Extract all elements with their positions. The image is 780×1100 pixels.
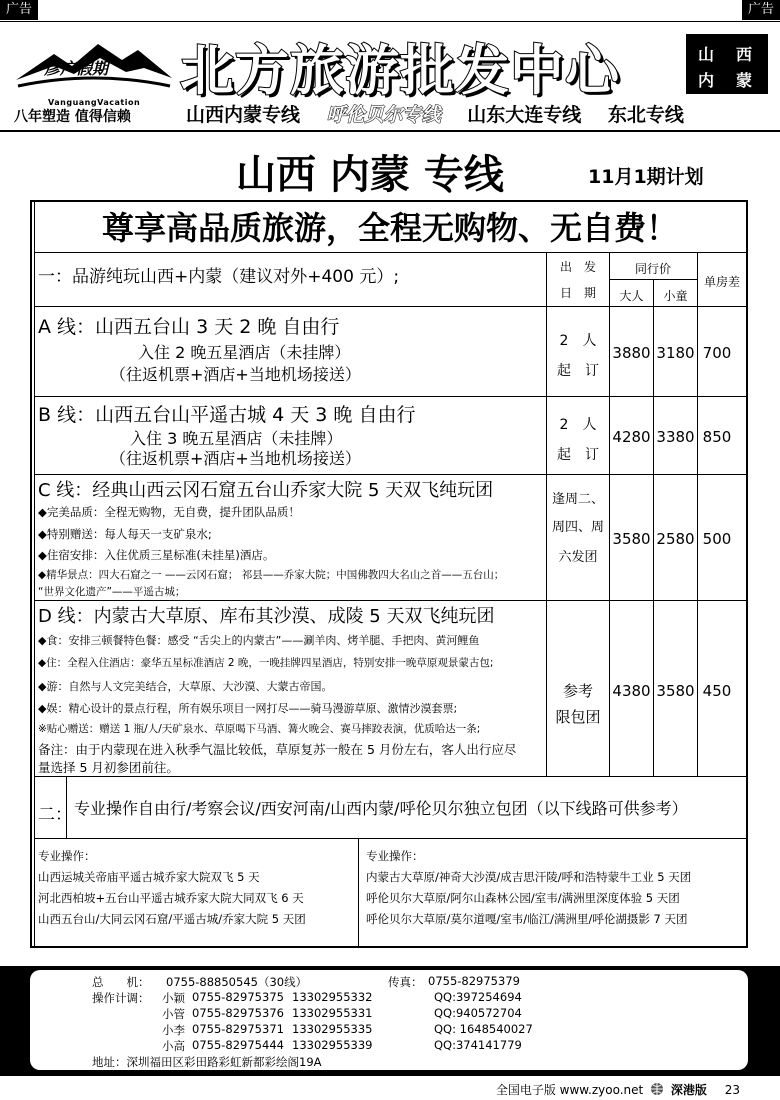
contact-mobile: 13302955339 — [292, 1038, 373, 1052]
route-a-adult-price: 3880 — [612, 344, 651, 362]
globe-icon — [650, 1082, 664, 1096]
route-c-departure: 逢周二、 — [551, 492, 604, 507]
contact-phone: 0755-82975371 — [192, 1022, 284, 1036]
route-d-bullet: ※贴心赠送：赠送 1 瓶/人/天矿泉水、草原喝下马酒、篝火晚会、赛马摔跤表演，优质哈达一条; — [38, 723, 481, 735]
route-d-bullet: ◆住：全程入住酒店：豪华五星标准酒店 2 晚，一晚挂牌四星酒店，特别安排一晚草原观景蒙古包; — [38, 657, 494, 669]
route-b-line: （往返机票+酒店+当地机场接送） — [110, 449, 361, 468]
contact-phone: 0755-82975375 — [192, 990, 284, 1004]
badge-char: 西 — [736, 45, 753, 64]
page-info — [496, 1081, 740, 1098]
route-b-single-supplement: 850 — [702, 428, 732, 446]
route-c-child-price: 2580 — [656, 530, 695, 548]
line-list — [186, 100, 776, 127]
page-number: 23 — [724, 1083, 740, 1097]
route-c-title: C 线：经典山西云冈石窟五台山乔家大院 5 天双飞纯玩团 — [38, 480, 494, 501]
col-header-child: 小童 — [663, 289, 688, 303]
contact-qq: QQ:940572704 — [434, 1006, 522, 1020]
route-d-departure: 限包团 — [555, 708, 601, 726]
route-c-departure: 六发团 — [558, 550, 598, 565]
col-header-departure: 日 期 — [559, 286, 596, 300]
route-d-bullet: ◆游：自然与人文完美结合，大草原、大沙漠、大蒙古帝国。 — [38, 680, 333, 693]
ops-left-title: 专业操作： — [38, 849, 96, 863]
route-c-single-supplement: 500 — [702, 530, 732, 548]
contact-name: 小颖 — [162, 991, 185, 1005]
row-divider — [34, 776, 746, 777]
ops-right-title: 专业操作： — [366, 849, 424, 863]
col-header-adult: 大人 — [619, 289, 644, 303]
route-a-departure: 2 人 — [559, 333, 597, 349]
route-b-adult-price: 4280 — [612, 428, 651, 446]
contact-name: 小高 — [162, 1039, 185, 1053]
route-c-bullet: “世界文化遗产”——平遥古城； — [38, 586, 186, 598]
route-b-title: B 线：山西五台山平遥古城 4 天 3 晚 自由行 — [38, 404, 416, 426]
row-divider — [34, 306, 746, 307]
route-d-bullet: ◆食：安排三顿餐特色餐：感受 “舌尖上的内蒙古”——涮羊肉、烤羊腿、手把肉、黄河鲤鱼 — [38, 634, 480, 647]
col-header-departure: 出 发 — [559, 260, 596, 274]
contact-qq: QQ:397254694 — [434, 990, 522, 1004]
region-badge — [686, 34, 768, 94]
contact-mobile: 13302955332 — [292, 990, 373, 1004]
contact-panel — [30, 970, 748, 1070]
contact-qq: QQ: 1648540027 — [434, 1022, 533, 1036]
badge-char: 蒙 — [736, 71, 753, 90]
main-phone-label: 总 机： — [92, 975, 150, 989]
logo-subtitle: VanguangVacation — [48, 98, 141, 107]
route-b-departure: 2 人 — [559, 417, 597, 433]
contact-phone: 0755-82975444 — [192, 1038, 284, 1052]
route-c-departure: 周四、周 — [551, 520, 604, 535]
route-a-departure: 起 订 — [557, 363, 599, 379]
section-two-text: 专业操作自由行/考察会议/西安河南/山西内蒙/呼伦贝尔独立包团（以下线路可供参考） — [74, 799, 688, 818]
ad-tag-left: 广告 — [0, 0, 38, 20]
contact-name: 小管 — [162, 1007, 185, 1021]
ops-right — [366, 846, 691, 930]
col-header-single: 单房差 — [703, 275, 740, 289]
section-one-title: 一：品游纯玩山西+内蒙（建议对外+400 元）; — [38, 267, 400, 287]
route-a-line: 入住 2 晚五星酒店（未挂牌） — [138, 343, 351, 362]
edition-text: 全国电子版 www.zyoo.net — [495, 1083, 644, 1097]
ops-right-item: 呼伦贝尔大草原/莫尔道嘎/室韦/临江/满洲里/呼伦湖摄影 7 天团 — [366, 912, 688, 926]
route-d-note: 备注：由于内蒙现在进入秋季气温比较低，草原复苏一般在 5 月份左右，客人出行应尽 — [38, 742, 517, 757]
ops-right-item: 内蒙古大草原/神奇大沙漠/成吉思汗陵/呼和浩特蒙牛工业 5 天团 — [366, 870, 692, 884]
row-divider — [34, 474, 746, 475]
route-a-line: （往返机票+酒店+当地机场接送） — [110, 365, 361, 384]
route-a-child-price: 3180 — [656, 344, 695, 362]
main-phone-value: 0755-88850545（30线） — [166, 975, 308, 989]
page-title: 山西 内蒙 专线 — [236, 152, 504, 198]
route-d-departure: 参考 — [562, 682, 593, 700]
row-divider — [34, 252, 746, 253]
fax-value: 0755-82975379 — [428, 974, 520, 988]
route-b-departure: 起 订 — [557, 447, 599, 463]
ad-bar — [0, 0, 780, 22]
route-b-line: 入住 3 晚五星酒店（未挂牌） — [130, 429, 343, 448]
logo — [14, 36, 174, 116]
ops-left-item: 河北西柏坡+五台山平遥古城乔家大院大同双飞 6 天 — [38, 891, 304, 905]
plan-label: 11月1期计划 — [588, 166, 704, 188]
row-divider — [34, 600, 746, 601]
ad-tag-right: 广告 — [742, 0, 780, 20]
slogan: 八年塑造 值得信赖 — [14, 109, 131, 125]
ops-right-item: 呼伦贝尔大草原/阿尔山森林公园/室韦/满洲里深度体验 5 天团 — [366, 891, 680, 905]
route-d-child-price: 3580 — [656, 682, 695, 700]
inner-border — [34, 202, 35, 946]
route-d-bullet: ◆娱：精心设计的景点行程，所有娱乐项目一网打尽——骑马漫游草原、激情沙漠套票; — [38, 702, 458, 715]
section-two-label: 二： — [38, 805, 72, 825]
col-divider — [358, 838, 359, 946]
contact-name: 小李 — [162, 1023, 185, 1037]
ops-left-item: 山西五台山/大同云冈石窟/平遥古城/乔家大院 5 天团 — [38, 912, 306, 926]
route-d-title: D 线：内蒙古大草原、库布其沙漠、成陵 5 天双飞纯玩团 — [38, 606, 495, 627]
col-divider — [546, 252, 547, 776]
line-item: 东北专线 — [607, 104, 684, 126]
route-d-single-supplement: 450 — [702, 682, 732, 700]
header — [0, 22, 780, 130]
route-d-adult-price: 4380 — [612, 682, 651, 700]
fax-label: 传真： — [388, 975, 423, 989]
row-divider — [34, 396, 746, 397]
line-item: 山西内蒙专线 — [186, 104, 301, 126]
company-title: 北方旅游批发中心 — [180, 39, 620, 102]
contact-qq: QQ:374141779 — [434, 1038, 522, 1052]
notice-banner: 尊享高品质旅游，全程无购物、无自费！ — [101, 209, 678, 247]
ops-left — [38, 846, 306, 930]
route-b-child-price: 3380 — [656, 428, 695, 446]
contact-phone: 0755-82975376 — [192, 1006, 284, 1020]
line-item: 呼伦贝尔专线 — [326, 104, 441, 126]
badge-char: 内 — [698, 71, 715, 90]
ops-left-item: 山西运城关帝庙平遥古城乔家大院双飞 5 天 — [38, 870, 260, 884]
route-c-bullet: ◆特别赠送：每人每天一支矿泉水; — [38, 527, 212, 541]
region-edition: 深港版 — [670, 1083, 707, 1097]
logo-brand-text: 彦广假期 — [44, 59, 109, 78]
route-c-bullet: ◆精华景点：四大石窟之一 ——云冈石窟； 祁县——乔家大院；中国佛教四大名山之首——五台山； — [38, 569, 505, 581]
ops-contacts-label: 操作计调： — [92, 991, 150, 1005]
route-c-adult-price: 3580 — [612, 530, 651, 548]
route-a-title: A 线：山西五台山 3 天 2 晚 自由行 — [38, 316, 340, 338]
contact-mobile: 13302955331 — [292, 1006, 373, 1020]
badge-char: 山 — [698, 45, 715, 64]
route-c-bullet: ◆完美品质：全程无购物，无自费，提升团队品质！ — [38, 505, 300, 519]
contact-mobile: 13302955335 — [292, 1022, 373, 1036]
line-item: 山东大连专线 — [467, 104, 582, 126]
col-header-peer-price: 同行价 — [634, 262, 671, 276]
route-c-bullet: ◆住宿安排：入住优质三星标准(未挂星)酒店。 — [38, 548, 275, 562]
address: 地址：深圳福田区彩田路彩虹新都彩绘阁19A — [92, 1055, 322, 1069]
route-d-note: 量选择 5 月初参团前往。 — [38, 760, 179, 775]
route-a-single-supplement: 700 — [702, 344, 732, 362]
row-divider — [34, 838, 746, 839]
header-divider — [0, 130, 780, 132]
